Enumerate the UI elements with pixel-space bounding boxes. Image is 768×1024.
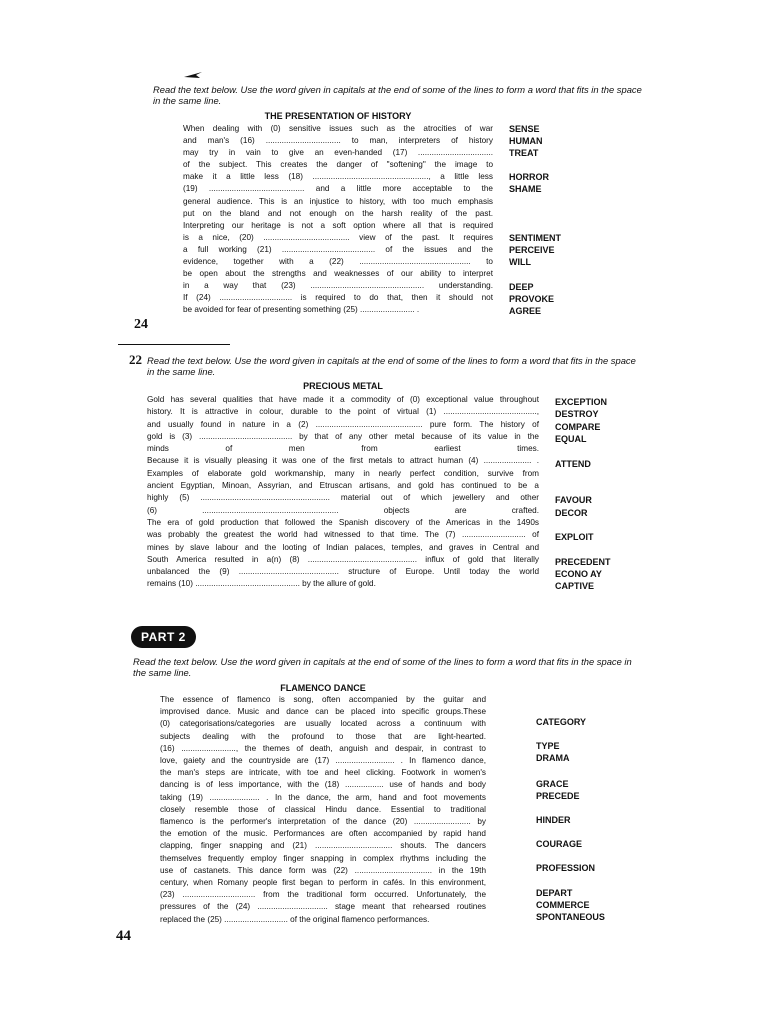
section2-keywords xyxy=(555,396,645,596)
passage-line: the man's steps are intricate, with toe and heel clicking. Footwork in women's xyxy=(160,768,486,778)
keyword: ECONO AY xyxy=(555,569,602,579)
passage-line: (19) .......................................... and a little more acceptable to the xyxy=(183,184,493,194)
passage-line: may try in vain to give an even-handed (17) ................................. xyxy=(183,148,493,158)
divider-line xyxy=(118,344,230,345)
passage-line: dancing is of less importance, with the (18) ................. use of hands and body xyxy=(160,780,486,790)
passage-line: the emotion of the music. Performances are often accompanied by rapid hand xyxy=(160,829,486,839)
passage-line: Interpreting our heritage is not a soft option where all that is required xyxy=(183,220,493,230)
keyword: SPONTANEOUS xyxy=(536,912,605,922)
passage-line: closely resemble those of classical Hindu dance. Essential to traditional xyxy=(160,804,486,814)
part-2-badge: PART 2 xyxy=(131,626,196,648)
section2-title: PRECIOUS METAL xyxy=(303,381,383,391)
passage-line: South America resulted in a(n) (8) ................................................ influx of gold that literally xyxy=(147,554,539,564)
section1-keywords xyxy=(509,123,589,323)
keyword: PRECEDE xyxy=(536,791,580,801)
section1-title: THE PRESENTATION OF HISTORY xyxy=(264,111,412,121)
passage-line: themselves frequently employ finger snapping in complex rhythms including the xyxy=(160,853,486,863)
section3-instruction: Read the text below. Use the word given in capitals at the end of some of the lines to form a word that fits in the space in the same line. xyxy=(133,656,632,678)
keyword: PROVOKE xyxy=(509,294,555,304)
keyword: SENTIMENT xyxy=(509,233,562,243)
section1-passage xyxy=(183,123,493,317)
keyword: FAVOUR xyxy=(555,495,592,505)
passage-line: Examples of elaborate gold workmanship, many in nearly perfect condition, survive from xyxy=(147,468,539,478)
passage-line: If (24) ................................ is required to do that, then it should not xyxy=(183,293,493,303)
passage-line: is a nice, (20) ...................................... view of the past. It requires xyxy=(183,232,493,242)
keyword: PRECEDENT xyxy=(555,557,611,567)
keyword: GRACE xyxy=(536,779,569,789)
keyword: HUMAN xyxy=(509,136,543,146)
passage-line: be avoided for fear of presenting something (25) ........................ . xyxy=(183,305,420,315)
keyword: PERCEIVE xyxy=(509,245,555,255)
passage-line: evidence, together with a (22) ................................................. to xyxy=(183,257,493,267)
passage-line: love, gaiety and the countryside are (17) .......................... . In flamenco dance, xyxy=(160,756,486,766)
passage-line: gold is (3) ......................................... by that of any other metal because of its value in the xyxy=(147,431,539,441)
passage-line: flamenco is the performer's interpretation of the dance (20) ......................... by xyxy=(160,817,486,827)
keyword: DEEP xyxy=(509,282,534,292)
section2-passage xyxy=(147,394,539,591)
passage-line: (0) categorisations/categories are usually located across a continuum with xyxy=(160,719,486,729)
passage-line: and man's (16) ................................. to man, interpreters of history xyxy=(183,136,493,146)
passage-line: subjects dealing with the profound to those that are light-hearted. xyxy=(160,731,486,741)
keyword: HORROR xyxy=(509,172,549,182)
passage-line: highly (5) ......................................................... material out of which jewellery and other xyxy=(147,493,539,503)
keyword: EXPLOIT xyxy=(555,532,594,542)
keyword: DESTROY xyxy=(555,409,599,419)
exercise-number: 22 xyxy=(129,352,142,367)
keyword: DRAMA xyxy=(536,753,570,763)
arrow-icon xyxy=(184,66,204,84)
keyword: DECOR xyxy=(555,508,588,518)
page-number-44: 44 xyxy=(116,928,131,944)
keyword: AGREE xyxy=(509,306,542,316)
keyword: COURAGE xyxy=(536,839,583,849)
passage-line: remains (10) .............................................. by the allure of gold. xyxy=(147,579,376,589)
passage-line: general audience. This is an injustice to history, with too much emphasis xyxy=(183,196,493,206)
passage-line: replaced the (25) ............................ of the original flamenco performances. xyxy=(160,914,430,924)
keyword: SHAME xyxy=(509,184,542,194)
passage-line: mines by slave labour and the looting of Indian palaces, temples, and graves in Central and xyxy=(147,542,539,552)
section3-passage xyxy=(160,694,486,926)
keyword: TREAT xyxy=(509,148,539,158)
passage-line: ancient Egyptian, Minoan, Assyrian, and Etruscan artisans, and gold has continued to be a xyxy=(147,481,539,491)
passage-line: (16) ........................, the themes of death, anguish and despair, in contrast to xyxy=(160,743,486,753)
passage-line: When dealing with (0) sensitive issues such as the atrocities of war xyxy=(183,124,493,133)
passage-line: taking (19) ...................... . In the dance, the arm, hand and foot movements xyxy=(160,792,486,802)
section3-keywords xyxy=(536,716,626,931)
keyword: COMPARE xyxy=(555,422,601,432)
passage-line: (6) ............................................................ objects are crafted. xyxy=(147,505,539,515)
passage-line: minds of men from earliest times. xyxy=(147,444,539,454)
keyword: CAPTIVE xyxy=(555,581,595,591)
passage-line: improvised dance. Music and dance can be placed into specific groups.These xyxy=(160,707,486,717)
passage-line: (23) ................................ from the traditional form occurred. Unfortunately, the xyxy=(160,890,486,900)
passage-line: in a way that (23) .................................................. understanding. xyxy=(183,281,493,291)
passage-line: of the subject. This creates the danger of "softening" the image to xyxy=(183,160,493,170)
passage-line: and usually found in nature in a (2) ............................................... pure form. The history of xyxy=(147,419,539,429)
passage-line: be open about the strengths and weaknesses of our ability to interpret xyxy=(183,269,493,279)
passage-line: a full working (21) ......................................... of the issues and the xyxy=(183,244,493,254)
passage-line: unbalanced the (9) ............................................ structure of Europe. Until today the world xyxy=(147,567,539,577)
passage-line: clapping, finger snapping and (21) .................................. shouts. The dancers xyxy=(160,841,486,851)
section3-title: FLAMENCO DANCE xyxy=(280,683,366,693)
keyword: EXCEPTION xyxy=(555,397,608,407)
passage-line: Gold has several qualities that have made it a commodity of (0) exceptional value throughout xyxy=(147,395,539,404)
section2-instruction: Read the text below. Use the word given in capitals at the end of some of the lines to form a word that fits in the space in the same line. xyxy=(147,355,636,377)
keyword: COMMERCE xyxy=(536,900,590,910)
keyword: HINDER xyxy=(536,815,571,825)
passage-line: make it a little less (18) ..................................................., a little less xyxy=(183,172,493,182)
keyword: WILL xyxy=(509,257,531,267)
passage-line: history. It is attractive in colour, durable to the point of virtual (1) ........................................., xyxy=(147,407,539,417)
keyword: SENSE xyxy=(509,124,540,134)
passage-line: use of castanets. This dance form was (22) .................................. in the 19th xyxy=(160,865,486,875)
passage-line: put on the bland and not enough on the harsh reality of the past. xyxy=(183,208,493,218)
keyword: TYPE xyxy=(536,741,560,751)
passage-line: Because it is visually pleasing it was one of the first metals to attract human (4) ..................... . xyxy=(147,456,539,466)
passage-line: The essence of flamenco is song, often accompanied by the guitar and xyxy=(160,695,486,704)
keyword: EQUAL xyxy=(555,434,587,444)
keyword: ATTEND xyxy=(555,459,591,469)
keyword: CATEGORY xyxy=(536,717,587,727)
keyword: PROFESSION xyxy=(536,863,596,873)
keyword: DEPART xyxy=(536,888,573,898)
section1-instruction: Read the text below. Use the word given in capitals at the end of some of the lines to form a word that fits in the space in the same line. xyxy=(153,84,642,106)
page-number-24: 24 xyxy=(134,317,148,332)
passage-line: was probably the greatest the world had witnessed to that time. The (7) ............................ of xyxy=(147,530,539,540)
passage-line: pressures of the (24) ............................... stage meant that rehearsed routines xyxy=(160,902,486,912)
passage-line: The era of gold production that followed the Spanish discovery of the Americas in the 1490s xyxy=(147,517,539,527)
passage-line: century, when Romany people first began to perform in cafés. In this environment, xyxy=(160,878,486,888)
